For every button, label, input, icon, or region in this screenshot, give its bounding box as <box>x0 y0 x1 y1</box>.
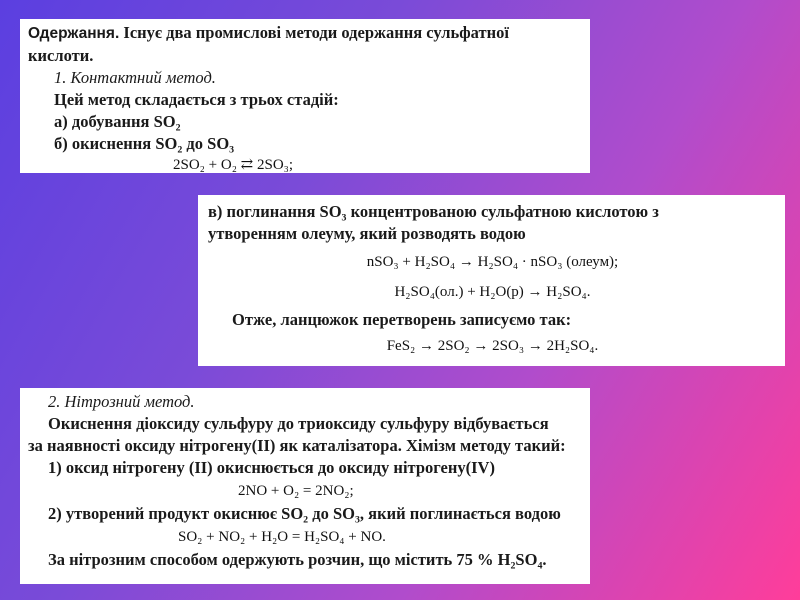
absorption-equation: SO₂ + NO₂ + H₂O = H₂SO₄ + NO. <box>178 529 386 545</box>
nitrous-para-line2: за наявності оксиду нітрогену(II) як каталізатора. Хімізм методу такий: <box>28 436 566 455</box>
oxidation-equation: 2SO₂ + O₂ ⇄ 2SO₃; <box>173 157 294 173</box>
no-oxidation-equation: 2NO + O₂ = 2NO₂; <box>238 483 354 499</box>
stages-intro: Цей метод складається з трьох стадій: <box>54 90 339 109</box>
nitrous-para-line1: Окиснення діоксиду сульфуру до триоксиду сульфуру відбувається <box>48 414 549 433</box>
nitrous-method-panel <box>20 388 590 584</box>
absorption-panel <box>198 195 785 366</box>
stage-c-line1: в) поглинання SO₃ концентрованою сульфатною кислотою з <box>208 202 659 221</box>
method1-title: 1. Контактний метод. <box>54 68 216 87</box>
heading-rest: Існує два промислові методи одержання сульфатної <box>119 23 509 42</box>
chain-intro: Отже, ланцюжок перетворень записуємо так: <box>232 310 572 329</box>
stage-a: а) добування SO₂ <box>54 112 181 131</box>
conversion-chain: FeS₂ → 2SO₂ → 2SO₃ → 2H₂SO₄. <box>386 338 599 354</box>
step1: 1) оксид нітрогену (II) окиснюється до оксиду нітрогену(IV) <box>48 458 495 477</box>
heading-continuation: кислоти. <box>28 46 94 65</box>
stage-b: б) окиснення SO₂ до SO₃ <box>54 134 235 153</box>
dilution-equation: H₂SO₄(ол.) + H₂O(р) → H₂SO₄. <box>394 284 591 300</box>
contact-method-panel <box>20 19 590 173</box>
final-statement: За нітрозним способом одержують розчин, що містить 75 % H₂SO₄. <box>48 550 547 569</box>
oleum-equation: nSO₃ + H₂SO₄ → H₂SO₄ · nSO₃ (олеум); <box>366 254 619 270</box>
stage-c-line2: утворенням олеуму, який розводять водою <box>208 224 526 243</box>
heading-line <box>28 22 584 45</box>
heading-bold: Одержання. <box>28 25 120 42</box>
method2-title: 2. Нітрозний метод. <box>48 392 195 411</box>
step2: 2) утворений продукт окиснює SO₂ до SO₃, який поглинається водою <box>48 504 561 523</box>
